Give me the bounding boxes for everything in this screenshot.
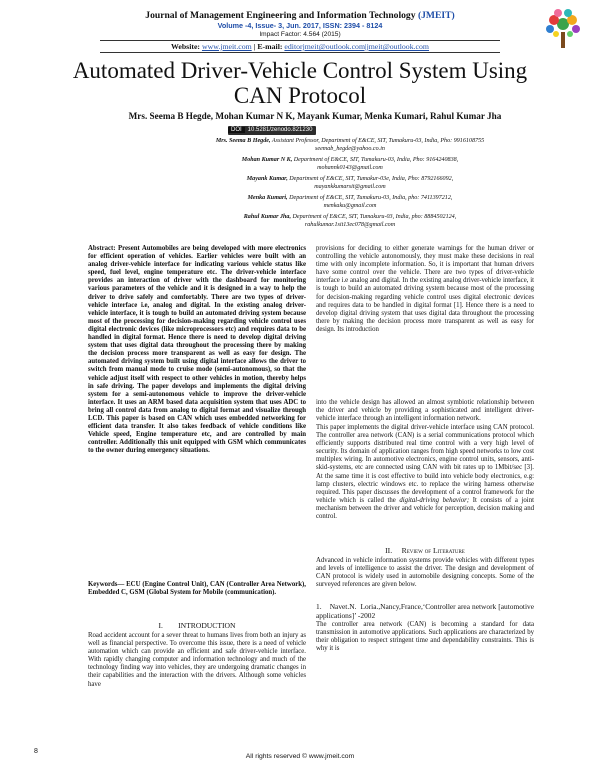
body-paragraph-2: into the vehicle design has allowed an almost symbiotic relationship between the driver and vehicle by providing a sophisticated and intelligent driver-vehicle interface through an intelligent information network. — [316, 399, 534, 423]
journal-name: Journal of Management Engineering and Information Technology (JMEIT) — [145, 10, 455, 21]
affiliation-4: Menka Kumari, Department of E&CE, SIT, Tumakuru-03, India, pho: 7411397212, menkaku@gmail.com — [247, 195, 453, 209]
reference-1-title: 1. Navet.N. Loria.,Nancy,France,‘Controller area network [automotive applications]’ -2002 — [316, 602, 534, 620]
review-heading: II. Review of Literature — [385, 546, 465, 555]
reference-1-text: The controller area network (CAN) is becoming a standard for data transmission in automotive applications. Such applications are characterized by their obligation to respect stringent time and dependability constraints. This is why it is — [316, 621, 534, 653]
page-number: 8 — [34, 748, 38, 755]
affiliation-5: Rahul Kumar Jha, Department of E&CE, SIT, Tumakuru-03, India, pho: 8884502124, rahulkumar.1sit13ec078@gmail.com — [243, 214, 457, 228]
email-link[interactable]: editorjmeit@outlook.com|jmeit@outlook.com — [284, 42, 429, 51]
affiliation-1: Mrs. Seema B Hegde, Assistant Professor, Department of E&CE, SIT, Tumakuru-03, India, Pho: 9916108755 seemab_hegde@yahoo.co.in — [215, 138, 485, 152]
intro-paragraph: Road accident account for a sever threat to humans lives from both an injury as well as financial perspective. To overcome this issue, there is a need of vehicle automation which can provide an efficient and safe driver-vehicle interface. With rapidly changing computer and information technology and much of the technology finding way into vehicles, they are undergoing dramatic changes in their capabilities and the interaction with the drivers. Although some vehicles have — [88, 632, 306, 688]
keywords: Keywords— ECU (Engine Control Unit), CAN (Controller Area Network), Embedded C, GSM (Global System for Mobile (communication). — [88, 581, 306, 597]
website-line: Website: www.jmeit.com | E-mail: editorjmeit@outlook.com|jmeit@outlook.com — [171, 42, 429, 51]
doi-badge[interactable]: DOI 10.5281/zenodo.821230 — [228, 126, 316, 135]
body-paragraph-3: This paper implements the digital driver-vehicle interface using CAN protocol. The controller area network (CAN) is a serial communications protocol which efficiently supports distributed real time control with a very high level of security. Its domain of application ranges from high speed networks to low cost multiplex wiring. In automotive electronics, engine control units, sensors, anti-skid-systems, etc are connected using CAN with bit rates up to 1Mbit/sec [3]. At the same time it is cost effective to build into vehicle body electronics, e.g: lamp clusters, electric windows etc. to replace the wiring harness otherwise required. This paper discusses the development of a control framework for the vehicle which is called the digital-driving behavior; It consists of a joint mechanism between the driver and vehicle for perception, decision making and control. — [316, 424, 534, 521]
website-link[interactable]: www.jmeit.com — [201, 42, 252, 51]
review-paragraph: Advanced in vehicle information systems provide vehicles with different types and levels of intelligence to assist the driver. The design and development of CAN protocol is widely used in automobile designing concepts. Some of the surveyed references are given below. — [316, 557, 534, 589]
abstract: Abstract: Present Automobiles are being developed with more electronics for efficient operation of vehicles. Earlier vehicles were built with an analog driver-vehicle interface for indicating various vehicle status like speed, fuel level, engine temperature etc. The driver-vehicle interface provides an interaction of driver with the dashboard for monitoring various parameters of the vehicle and it is designed in a way to help the driver to drive safely and comfortably. There are two types of driver-vehicle interface i.e, analog and digital. In the existing analog driver-vehicle interface, it is tough to build an automated driving system because most of the processing for decision-making regarding vehicle control uses digital electronic devices (like microprocessors etc) and requires data to be handled in digital format. Hence there is need to develop digital driving system that uses digital data throughout the processing there by making the decision process more transparent as well as easy for design. The automated driving system built using digital interface allows the driver to switch from manual mode to cruise mode (semi-autonomous), so that the vehicle adjust itself with respect to other vehicles in motion, thereby helps in safe driving. The paper develops and implements the digital driving system for a semi-autonomous vehicle to improve the driver-vehicle interface. It uses an ARM based data acquisition system that uses ADC to bring all control data from analog to digital format and visualize through LCD. This paper is based on CAN which uses embedded networking for efficient data transfer. It also takes feedback of vehicle conditions like Vehicle speed, Engine temperature etc, and are controlled by main controller. Additionally this unit equipped with GSM which communicates to the owner during emergency situations. — [88, 245, 306, 455]
footer: All rights reserved © www.jmeit.com — [245, 753, 355, 760]
affiliation-2: Mohan Kumar N K, Department of E&CE, SIT, Tumakuru-03, India, Pho: 9164240838, mohannk0143@gmail.com — [241, 157, 459, 171]
impact-factor: Impact Factor: 4.564 (2015) — [259, 31, 341, 38]
affiliation-3: Mayank Kumar, Department of E&CE, SIT, Tumakur-03e, India, Pho: 8792166092, mayankkumarsit@gmail.com — [246, 176, 454, 190]
volume-line: Volume -4, Issue- 3, Jun. 2017, ISSN: 2394 - 8124 — [217, 21, 383, 30]
paper-authors: Mrs. Seema B Hegde, Mohan Kumar N K, Mayank Kumar, Menka Kumari, Rahul Kumar Jha — [128, 111, 502, 121]
header-rule-top — [100, 40, 500, 41]
header-rule-bottom — [100, 52, 500, 53]
intro-heading: I. INTRODUCTION — [158, 621, 236, 630]
body-paragraph-1: provisions for deciding to either generate warnings for the human driver or controlling the vehicle autonomously, they must make these decisions in real time with only incomplete information. So, it is important that human drivers have some control over the vehicle. There are two types of driver-vehicle interface i.e analog and digital. In the existing analog driver-vehicle interface, it is tough to build an automated driving system because most of the processing for decision-making regarding vehicle control uses digital electronic devices and requires data to be handled in digital format [1]. Hence there is a need to develop digital driving system that uses digital data throughout the processing there by making the decision process more transparent as well as easy for design. Its introduction — [316, 245, 534, 333]
paper-title: Automated Driver-Vehicle Control System Using CAN Protocol — [72, 58, 528, 108]
